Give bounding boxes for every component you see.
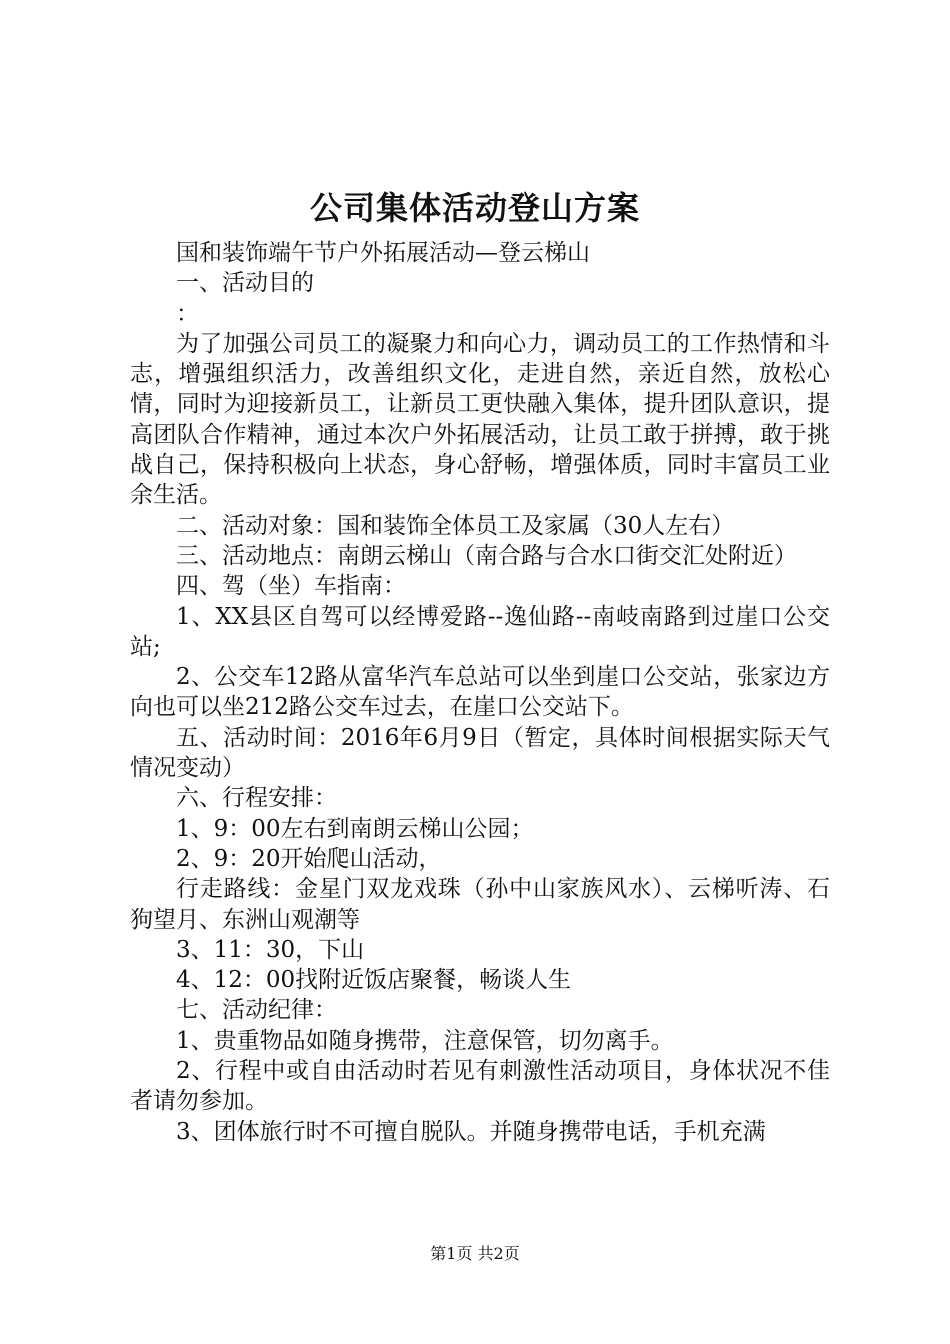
- schedule-item-1: 1、9：00左右到南朗云梯山公园；: [176, 815, 534, 842]
- discipline-item-2: 2、行程中或自由活动时若见有刺激性活动项目，身体状况不佳者请勿参加。: [130, 1058, 830, 1115]
- section-heading-directions: 四、驾（坐）车指南：: [176, 573, 406, 600]
- section-heading-location: 三、活动地点：南朗云梯山（南合路与合水口街交汇处附近）: [176, 542, 797, 569]
- directions-item-1: 1、XX县区自驾可以经博爱路--逸仙路--南岐南路到过崖口公交站;: [130, 603, 830, 660]
- discipline-item-3: 3、团体旅行时不可擅自脱队。并随身携带电话，手机充满: [176, 1118, 766, 1145]
- schedule-item-2: 2、9：20开始爬山活动，: [176, 845, 442, 872]
- schedule-route: 行走路线：金星门双龙戏珠（孙中山家族风水）、云梯听涛、石狗望月、东洲山观潮等: [130, 876, 830, 933]
- schedule-item-4: 4、12：00找附近饭店聚餐，畅谈人生: [176, 967, 572, 994]
- section-heading-participants: 二、活动对象：国和装饰全体员工及家属（30人左右）: [176, 512, 735, 539]
- document-body: [130, 238, 830, 1147]
- subtitle-paragraph: 国和装饰端午节户外拓展活动—登云梯山: [176, 240, 590, 266]
- schedule-item-3: 3、11：30，下山: [176, 936, 365, 963]
- page-footer: 第1页 共2页: [430, 1244, 520, 1263]
- section-heading-schedule: 六、行程安排：: [176, 785, 337, 812]
- section-heading-discipline: 七、活动纪律：: [176, 997, 337, 1024]
- discipline-item-1: 1、贵重物品如随身携带，注意保管，切勿离手。: [176, 1027, 674, 1054]
- section-heading-time: 五、活动时间：2016年6月9日（暂定，具体时间根据实际天气情况变动）: [130, 724, 830, 782]
- purpose-paragraph: 为了加强公司员工的凝聚力和向心力，调动员工的工作热情和斗志，增强组织活力，改善组织文化，走进自然，亲近自然，放松心情，同时为迎接新员工，让新员工更快融入集体，提升团队意识，提高团队合作精神，通过本次户外拓展活动，让员工敢于拼搏，敢于挑战自己，保持积极向上状态，身心舒畅，增强体质，同时丰富员工业余生活。: [130, 330, 830, 509]
- colon-line: ：: [176, 300, 199, 327]
- directions-item-2: 2、公交车12路从富华汽车总站可以坐到崖口公交站，张家边方向也可以坐212路公交车过去，在崖口公交站下。: [130, 664, 830, 721]
- section-heading-purpose: 一、活动目的: [176, 270, 314, 297]
- document-title: 公司集体活动登山方案: [309, 189, 640, 227]
